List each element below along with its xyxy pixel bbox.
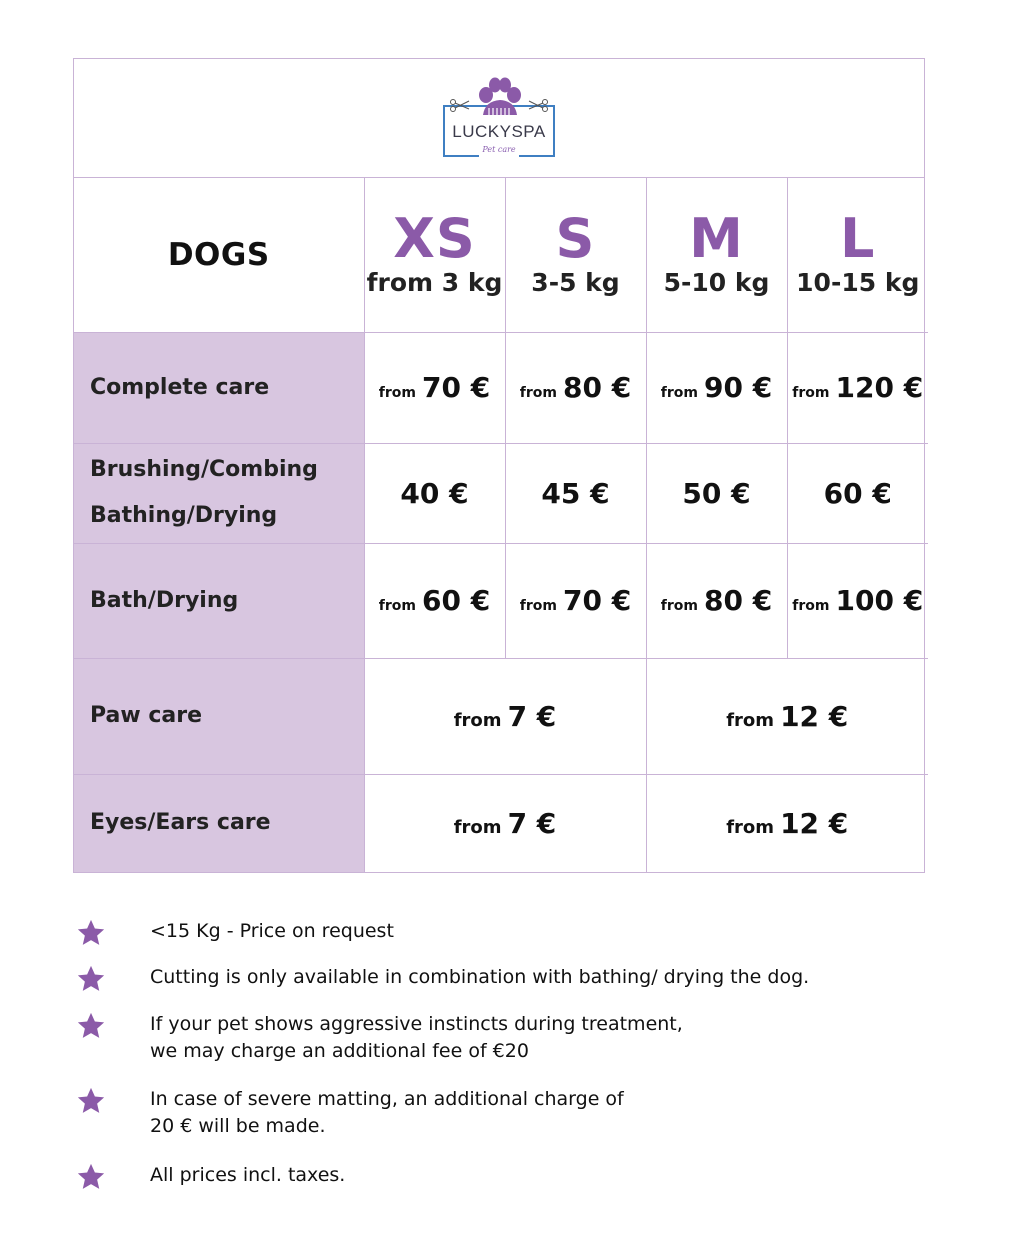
price-cell: from 80 € bbox=[505, 332, 646, 443]
size-col-xs bbox=[364, 178, 505, 332]
size-weight: 10-15 kg bbox=[796, 268, 920, 298]
table-row bbox=[74, 443, 928, 543]
price-cell: from 60 € bbox=[364, 543, 505, 658]
price-table bbox=[74, 178, 928, 872]
table-row bbox=[74, 774, 928, 872]
size-header-row bbox=[74, 178, 928, 332]
list-item: If your pet shows aggressive instincts during treatment, we may charge an additional fee of €20 bbox=[73, 1011, 933, 1065]
size-letter: S bbox=[555, 207, 596, 271]
price-cell: 50 € bbox=[646, 443, 787, 543]
list-item: In case of severe matting, an additional charge of 20 € will be made. bbox=[73, 1086, 933, 1140]
brand-name: LUCKYSPA bbox=[452, 122, 546, 141]
size-letter: L bbox=[840, 207, 876, 271]
price-cell: 40 € bbox=[364, 443, 505, 543]
price-cell-merged: from 7 € bbox=[364, 774, 646, 872]
service-label: Paw care bbox=[74, 658, 364, 774]
price-cell: from 120 € bbox=[787, 332, 928, 443]
price-cell: 45 € bbox=[505, 443, 646, 543]
price-cell: from 70 € bbox=[364, 332, 505, 443]
size-letter: M bbox=[689, 207, 744, 271]
price-cell-merged: from 12 € bbox=[646, 658, 928, 774]
size-col-l bbox=[787, 178, 928, 332]
service-label: Complete care bbox=[74, 332, 364, 443]
price-cell: from 80 € bbox=[646, 543, 787, 658]
brand-subtitle: Pet care bbox=[482, 145, 516, 154]
star-icon bbox=[76, 1086, 106, 1116]
star-icon bbox=[76, 1162, 106, 1192]
size-weight: 3-5 kg bbox=[531, 268, 620, 298]
star-icon bbox=[76, 1011, 106, 1041]
service-label: Eyes/Ears care bbox=[74, 774, 364, 872]
price-table-frame bbox=[73, 58, 925, 873]
price-cell: 60 € bbox=[787, 443, 928, 543]
price-cell: from 100 € bbox=[787, 543, 928, 658]
logo-header bbox=[74, 59, 924, 178]
star-icon bbox=[76, 918, 106, 948]
size-col-m bbox=[646, 178, 787, 332]
corner-label: DOGS bbox=[74, 178, 364, 332]
size-weight: 5-10 kg bbox=[663, 268, 770, 298]
price-cell-merged: from 12 € bbox=[646, 774, 928, 872]
list-item: All prices incl. taxes. bbox=[73, 1162, 933, 1189]
size-col-s bbox=[505, 178, 646, 332]
table-row bbox=[74, 543, 928, 658]
table-row bbox=[74, 658, 928, 774]
price-cell-merged: from 7 € bbox=[364, 658, 646, 774]
service-label: Brushing/Combing Bathing/Drying bbox=[74, 443, 364, 543]
table-row bbox=[74, 332, 928, 443]
size-weight: from 3 kg bbox=[366, 268, 503, 298]
price-cell: from 90 € bbox=[646, 332, 787, 443]
price-cell: from 70 € bbox=[505, 543, 646, 658]
service-label: Bath/Drying bbox=[74, 543, 364, 658]
list-item: <15 Kg - Price on request bbox=[73, 918, 933, 945]
notes-list bbox=[73, 912, 933, 1189]
star-icon bbox=[76, 964, 106, 994]
size-letter: XS bbox=[393, 207, 476, 271]
list-item: Cutting is only available in combination with bathing/ drying the dog. bbox=[73, 964, 933, 991]
brand-logo bbox=[439, 73, 559, 163]
